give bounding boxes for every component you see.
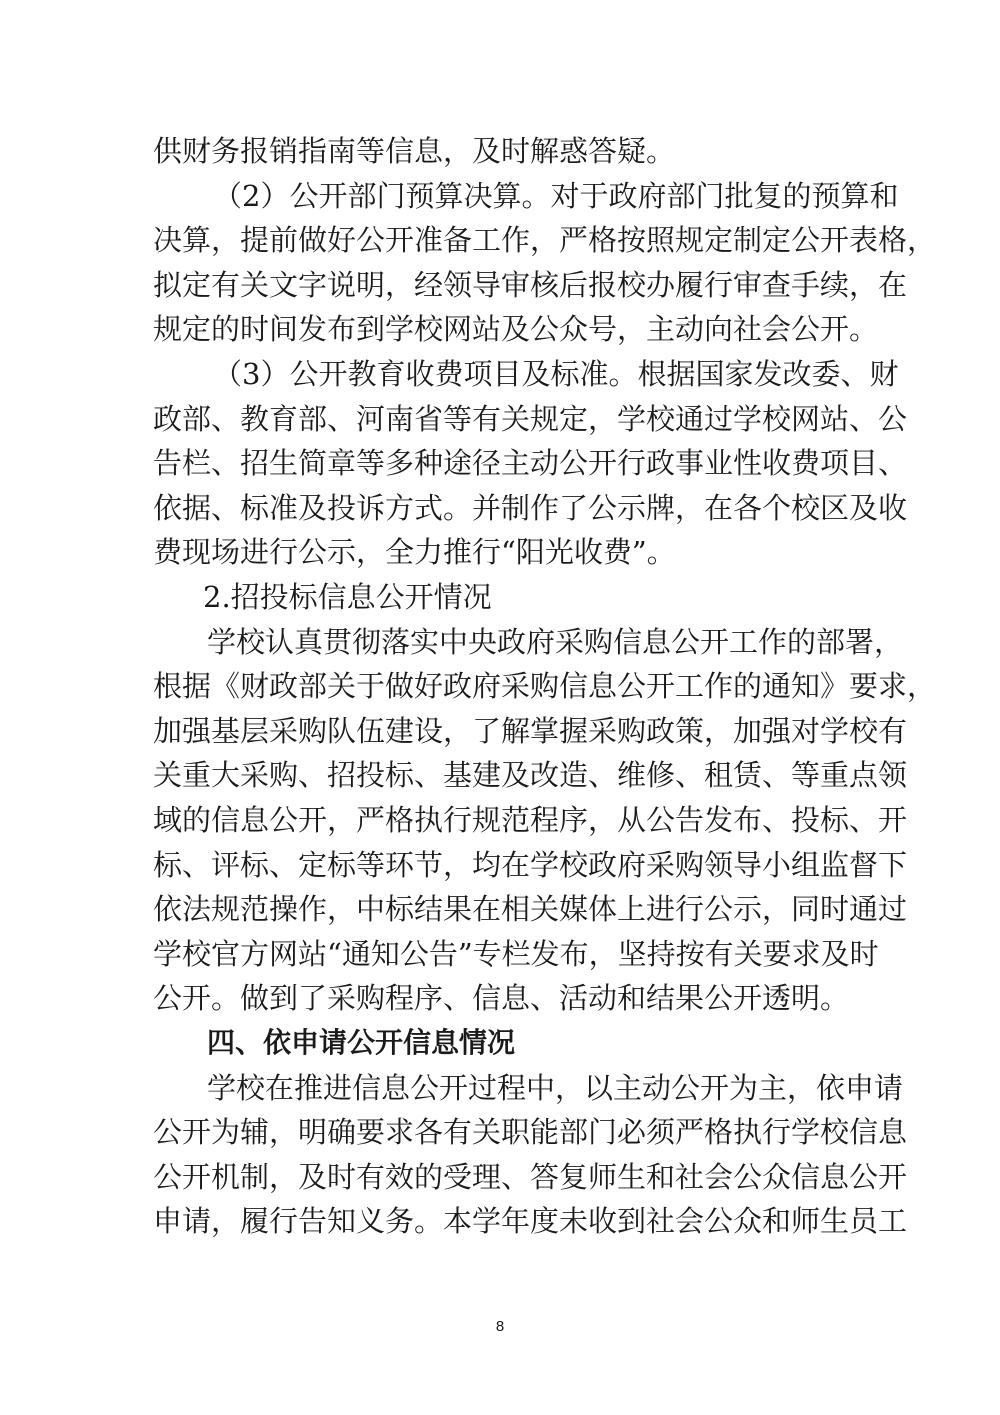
body-line: 依据、标准及投诉方式。并制作了公示牌，在各个校区及收: [153, 491, 908, 525]
body-line: 公开。做到了采购程序、信息、活动和结果公开透明。: [153, 981, 850, 1015]
body-line: 拟定有关文字说明，经领导审核后报校办履行审查手续，在: [153, 268, 908, 302]
body-line: 公开为辅，明确要求各有关职能部门必须严格执行学校信息: [153, 1115, 908, 1149]
body-line: 加强基层采购队伍建设，了解掌握采购政策，加强对学校有: [153, 714, 908, 748]
body-line: 决算，提前做好公开准备工作，严格按照规定制定公开表格，: [153, 223, 937, 257]
body-line: 申请，履行告知义务。本学年度未收到社会公众和师生员工: [153, 1204, 908, 1238]
body-line: 学校在推进信息公开过程中，以主动公开为主，依申请: [207, 1071, 904, 1105]
body-line: 关重大采购、招投标、基建及改造、维修、租赁、等重点领: [153, 758, 908, 792]
body-line: 标、评标、定标等环节，均在学校政府采购领导小组监督下: [153, 848, 908, 882]
body-line: 告栏、招生简章等多种途径主动公开行政事业性收费项目、: [153, 446, 908, 480]
body-line: （3）公开教育收费项目及标准。根据国家发改委、财: [213, 357, 899, 391]
page-number: 8: [495, 1318, 505, 1335]
section-heading: 四、依申请公开信息情况: [207, 1026, 516, 1059]
body-line: 依法规范操作，中标结果在相关媒体上进行公示，同时通过: [153, 892, 908, 926]
body-line: 费现场进行公示，全力推行“阳光收费”。: [153, 535, 676, 569]
body-line: 公开机制，及时有效的受理、答复师生和社会公众信息公开: [153, 1160, 908, 1194]
body-line: （2）公开部门预算决算。对于政府部门批复的预算和: [213, 179, 899, 213]
section-subheading: 2.招投标信息公开情况: [203, 580, 492, 614]
body-line: 域的信息公开，严格执行规范程序，从公告发布、投标、开: [153, 803, 908, 837]
body-line: 供财务报销指南等信息，及时解惑答疑。: [153, 134, 676, 168]
body-line: 学校官方网站“通知公告”专栏发布，坚持按有关要求及时: [153, 937, 879, 971]
body-line: 政部、教育部、河南省等有关规定，学校通过学校网站、公: [153, 402, 908, 436]
body-line: 根据《财政部关于做好政府采购信息公开工作的通知》要求，: [153, 669, 937, 703]
body-line: 学校认真贯彻落实中央政府采购信息公开工作的部署，: [207, 625, 904, 659]
body-line: 规定的时间发布到学校网站及公众号，主动向社会公开。: [153, 312, 879, 346]
